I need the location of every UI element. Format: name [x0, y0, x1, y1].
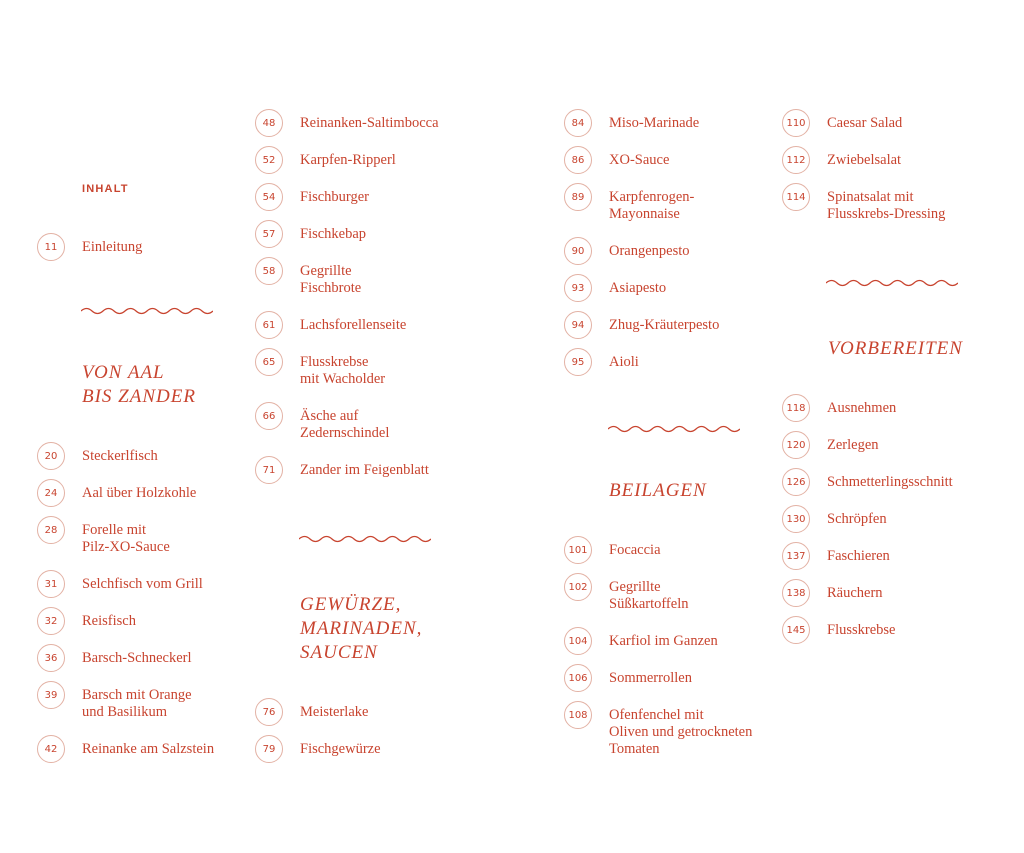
page-number: 48 — [255, 109, 283, 137]
toc-entry[interactable] — [37, 735, 214, 763]
entry-title: Meisterlake — [300, 704, 369, 720]
entry-title: Fischburger — [300, 189, 370, 205]
page-number: 138 — [782, 579, 810, 607]
toc-entry[interactable] — [564, 573, 688, 613]
page-number: 79 — [255, 735, 283, 763]
toc-entry[interactable] — [782, 183, 945, 223]
toc-entry[interactable] — [564, 183, 694, 223]
page-number: 65 — [255, 348, 283, 376]
wave-divider — [81, 306, 213, 316]
entry-title: Barsch-Schneckerl — [82, 650, 192, 666]
entry-title: Gegrillte Süßkartoffeln — [609, 579, 689, 612]
page-number: 86 — [564, 146, 592, 174]
entry-title: Caesar Salad — [827, 115, 903, 131]
toc-entry[interactable] — [564, 274, 666, 302]
page-number: 61 — [255, 311, 283, 339]
toc-entry[interactable] — [37, 479, 196, 507]
entry-title: Ausnehmen — [827, 400, 897, 416]
toc-entry[interactable] — [37, 607, 136, 635]
page-number: 11 — [37, 233, 65, 261]
page-number: 84 — [564, 109, 592, 137]
toc-entry[interactable] — [564, 701, 752, 758]
toc-entry[interactable] — [564, 146, 669, 174]
entry-title: Sommerrollen — [609, 670, 692, 686]
page-number: 101 — [564, 536, 592, 564]
entry-title: Zhug-Kräuterpesto — [609, 317, 720, 333]
entry-title: Karpfenrogen- Mayonnaise — [609, 189, 695, 222]
section-heading-von-aal: VON AAL BIS ZANDER — [82, 362, 196, 407]
page-number: 90 — [564, 237, 592, 265]
entry-title: Faschieren — [827, 548, 890, 564]
toc-entry[interactable] — [564, 311, 719, 339]
page-number: 58 — [255, 257, 283, 285]
page-number: 66 — [255, 402, 283, 430]
entry-title: Fischgewürze — [300, 741, 381, 757]
page-number: 24 — [37, 479, 65, 507]
entry-title: Forelle mit Pilz-XO-Sauce — [82, 522, 170, 555]
page-number: 137 — [782, 542, 810, 570]
page-number: 76 — [255, 698, 283, 726]
toc-entry[interactable] — [255, 146, 396, 174]
page-number: 20 — [37, 442, 65, 470]
entry-title: Schröpfen — [827, 511, 887, 527]
toc-entry[interactable] — [564, 664, 692, 692]
entry-title: Flusskrebse — [827, 622, 896, 638]
entry-title: Zwiebelsalat — [827, 152, 902, 168]
toc-entry[interactable] — [564, 627, 718, 655]
toc-entry[interactable] — [782, 505, 887, 533]
entry-title: Reinanke am Salzstein — [82, 741, 215, 757]
page-number: 89 — [564, 183, 592, 211]
toc-entry[interactable] — [255, 735, 381, 763]
toc-entry[interactable] — [255, 109, 439, 137]
toc-entry[interactable] — [782, 579, 883, 607]
entry-title: Fischkebap — [300, 226, 367, 242]
toc-entry[interactable] — [564, 237, 690, 265]
page-number: 108 — [564, 701, 592, 729]
section-heading-gewuerze: GEWÜRZE, MARINADEN, SAUCEN — [300, 594, 423, 663]
page-number: 126 — [782, 468, 810, 496]
page-number: 42 — [37, 735, 65, 763]
toc-entry[interactable] — [37, 681, 192, 721]
toc-entry[interactable] — [255, 183, 369, 211]
entry-title: Äsche auf Zedernschindel — [300, 408, 390, 441]
page-number: 93 — [564, 274, 592, 302]
toc-entry[interactable] — [782, 616, 895, 644]
entry-title: Reinanken-Saltimbocca — [300, 115, 439, 131]
entry-title: Zerlegen — [827, 437, 879, 453]
toc-entry[interactable] — [782, 394, 896, 422]
toc-entry[interactable] — [564, 348, 639, 376]
page-number: 120 — [782, 431, 810, 459]
entry-title: Miso-Marinade — [609, 115, 700, 131]
entry-title: Räuchern — [827, 585, 883, 601]
entry-title: Karpfen-Ripperl — [300, 152, 396, 168]
toc-entry[interactable] — [255, 456, 429, 484]
entry-title: Reisfisch — [82, 613, 136, 629]
entry-title: Orangenpesto — [609, 243, 690, 259]
section-heading-vorbereiten: VORBEREITEN — [828, 338, 963, 359]
page-number: 71 — [255, 456, 283, 484]
page-number: 32 — [37, 607, 65, 635]
toc-entry[interactable] — [255, 348, 385, 388]
toc-entry[interactable] — [37, 644, 192, 672]
page-number: 39 — [37, 681, 65, 709]
entry-title: Spinatsalat mit Flusskrebs-Dressing — [827, 189, 946, 222]
entry-title: Zander im Feigenblatt — [300, 462, 429, 478]
entry-title: Focaccia — [609, 542, 661, 558]
toc-entry[interactable] — [255, 220, 366, 248]
page-number: 145 — [782, 616, 810, 644]
entry-title: Einleitung — [82, 239, 143, 255]
section-heading-beilagen: BEILAGEN — [609, 480, 707, 501]
toc-entry[interactable] — [782, 146, 901, 174]
entry-title: Lachsforellenseite — [300, 317, 407, 333]
entry-title: Steckerlfisch — [82, 448, 158, 464]
wave-divider — [608, 424, 740, 434]
page-number: 130 — [782, 505, 810, 533]
toc-entry[interactable] — [782, 431, 879, 459]
page-number: 114 — [782, 183, 810, 211]
entry-title: XO-Sauce — [609, 152, 670, 168]
entry-title: Schmetterlingsschnitt — [827, 474, 953, 490]
page-number: 54 — [255, 183, 283, 211]
entry-title: Karfiol im Ganzen — [609, 633, 718, 649]
toc-entry-intro[interactable] — [37, 233, 142, 261]
entry-title: Selchfisch vom Grill — [82, 576, 203, 592]
wave-divider — [826, 278, 958, 288]
contents-label: INHALT — [82, 183, 129, 195]
toc-entry[interactable] — [255, 698, 368, 726]
toc-entry[interactable] — [255, 311, 406, 339]
page-number: 104 — [564, 627, 592, 655]
toc-entry[interactable] — [37, 442, 158, 470]
entry-title: Ofenfenchel mit Oliven und getrockneten Tomaten — [609, 707, 753, 757]
page-number: 95 — [564, 348, 592, 376]
entry-title: Gegrillte Fischbrote — [300, 263, 362, 296]
page-number: 31 — [37, 570, 65, 598]
entry-title: Barsch mit Orange und Basilikum — [82, 687, 192, 720]
page-number: 52 — [255, 146, 283, 174]
entry-title: Flusskrebse mit Wacholder — [300, 354, 386, 387]
page-number: 57 — [255, 220, 283, 248]
entry-title: Asiapesto — [609, 280, 667, 296]
entry-title: Aal über Holzkohle — [82, 485, 197, 501]
page-number: 106 — [564, 664, 592, 692]
toc-entry[interactable] — [564, 536, 661, 564]
page-number: 110 — [782, 109, 810, 137]
page-number: 102 — [564, 573, 592, 601]
toc-entry[interactable] — [782, 109, 902, 137]
toc-entry[interactable] — [37, 570, 203, 598]
toc-entry[interactable] — [564, 109, 699, 137]
page-number: 118 — [782, 394, 810, 422]
toc-entry[interactable] — [255, 257, 361, 297]
page-number: 36 — [37, 644, 65, 672]
toc-entry[interactable] — [255, 402, 389, 442]
wave-divider — [299, 534, 431, 544]
page-number: 28 — [37, 516, 65, 544]
page-number: 94 — [564, 311, 592, 339]
page-number: 112 — [782, 146, 810, 174]
toc-entry[interactable] — [782, 542, 890, 570]
toc-entry[interactable] — [37, 516, 170, 556]
toc-entry[interactable] — [782, 468, 953, 496]
entry-title: Aioli — [609, 354, 639, 370]
